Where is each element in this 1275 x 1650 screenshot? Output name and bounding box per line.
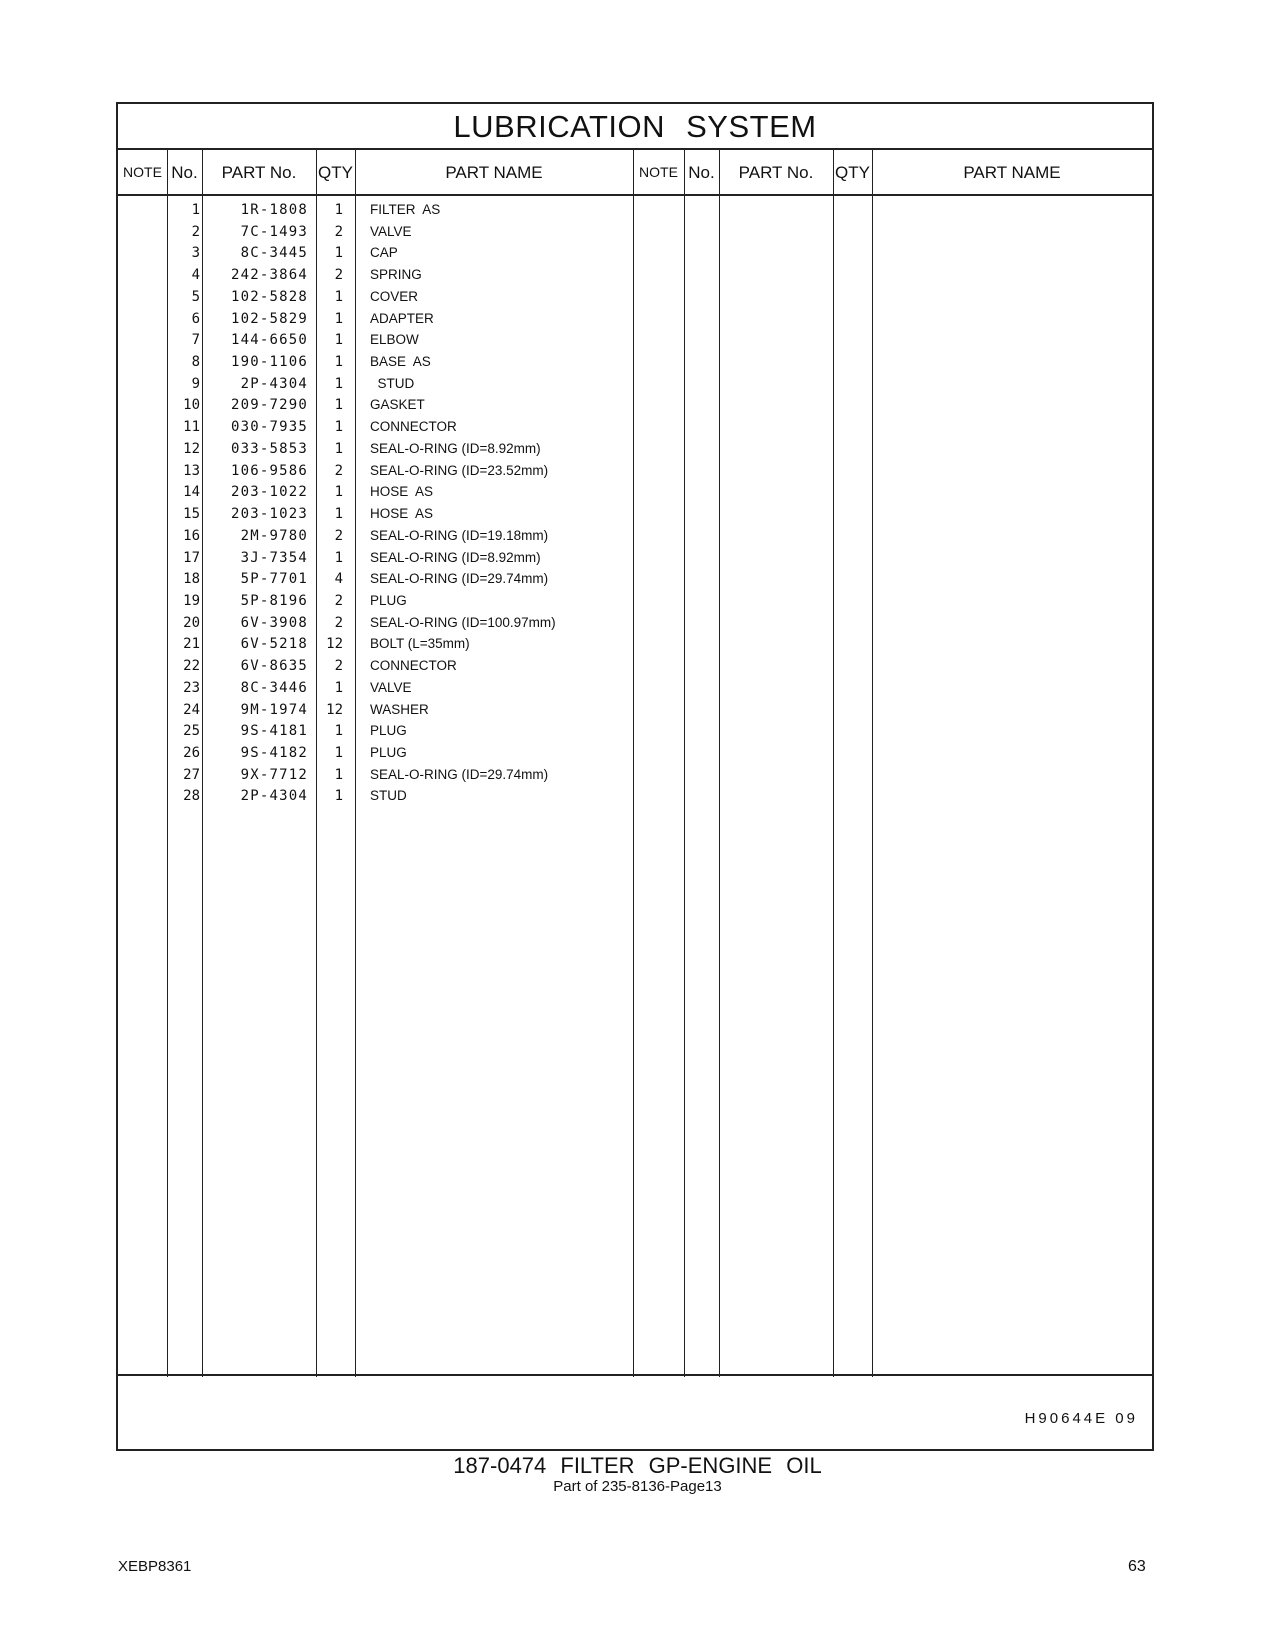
table-row — [118, 550, 633, 572]
row-number: 24 — [183, 701, 200, 718]
row-number: 22 — [183, 658, 200, 675]
part-name: BASE AS — [370, 354, 431, 370]
table-row — [118, 767, 633, 789]
row-number: 7 — [191, 332, 200, 349]
table-row — [118, 506, 633, 528]
part-name: CONNECTOR — [370, 419, 457, 435]
part-number: 106-9586 — [230, 462, 308, 479]
quantity: 2 — [334, 267, 343, 284]
quantity: 1 — [334, 332, 343, 349]
header-qty-right: QTY — [835, 163, 870, 182]
quantity: 1 — [334, 419, 343, 436]
part-name: VALVE — [370, 223, 412, 239]
part-name: HOSE AS — [370, 506, 434, 522]
table-row — [118, 636, 633, 658]
footer-divider — [118, 1374, 1152, 1376]
table-row — [118, 658, 633, 680]
part-number: 1R-1808 — [240, 202, 308, 218]
quantity: 1 — [334, 440, 343, 457]
quantity: 1 — [334, 549, 343, 566]
column-divider — [872, 150, 873, 1377]
table-row — [118, 680, 633, 702]
part-number: 7C-1493 — [240, 223, 308, 240]
part-name: SEAL-O-RING (ID=29.74mm) — [370, 571, 549, 587]
part-name: GASKET — [370, 397, 425, 413]
part-name: STUD — [370, 788, 407, 804]
table-row — [118, 419, 633, 441]
row-number: 16 — [183, 527, 200, 544]
header-part-name: PART NAME — [445, 163, 543, 182]
header-part-name-right: PART NAME — [963, 163, 1061, 182]
part-name: STUD — [370, 375, 415, 391]
part-number: 203-1023 — [230, 506, 308, 523]
row-number: 6 — [191, 310, 200, 327]
header-no: No. — [171, 163, 198, 182]
column-divider — [684, 150, 685, 1377]
table-row — [118, 463, 633, 485]
row-number: 13 — [183, 462, 200, 479]
column-divider — [833, 150, 834, 1377]
quantity: 2 — [334, 614, 343, 631]
quantity: 1 — [334, 766, 343, 783]
part-number: 8C-3445 — [240, 245, 308, 262]
part-name: COVER — [370, 288, 419, 304]
part-name: PLUG — [370, 745, 407, 760]
table-row — [118, 311, 633, 333]
quantity: 1 — [334, 397, 343, 414]
table-row — [118, 441, 633, 463]
part-name: SEAL-O-RING (ID=23.52mm) — [370, 462, 549, 478]
column-divider — [719, 150, 720, 1377]
part-number: 5P-7701 — [240, 571, 308, 588]
part-number: 209-7290 — [230, 397, 308, 414]
part-name: VALVE — [370, 679, 412, 695]
part-number: 9S-4181 — [240, 723, 308, 740]
part-number: 144-6650 — [230, 332, 308, 349]
part-number: 203-1022 — [230, 484, 308, 501]
part-name: HOSE AS — [370, 484, 434, 500]
row-number: 26 — [183, 745, 200, 761]
header-part-no: PART No. — [221, 163, 297, 182]
part-name: BOLT (L=35mm) — [370, 636, 470, 652]
quantity: 1 — [334, 723, 343, 740]
part-name: ELBOW — [370, 332, 419, 348]
part-name: CONNECTOR — [370, 658, 457, 674]
row-number: 20 — [183, 614, 200, 631]
row-number: 5 — [191, 288, 200, 305]
row-number: 19 — [183, 592, 200, 609]
part-number: 2P-4304 — [240, 788, 308, 805]
quantity: 1 — [334, 310, 343, 327]
quantity: 2 — [334, 658, 343, 675]
page-number: 63 — [1128, 1558, 1146, 1575]
part-number: 3J-7354 — [240, 549, 308, 566]
header-no-right: No. — [688, 163, 715, 182]
row-number: 23 — [183, 679, 200, 696]
group-title: 187-0474 FILTER GP-ENGINE OIL — [453, 1453, 822, 1478]
row-number: 15 — [183, 506, 200, 523]
part-number: 2P-4304 — [240, 375, 308, 392]
table-row — [118, 202, 633, 224]
row-number: 27 — [183, 766, 200, 783]
part-number: 9M-1974 — [240, 701, 308, 718]
row-number: 4 — [191, 267, 200, 284]
quantity: 2 — [334, 223, 343, 240]
part-number: 6V-8635 — [240, 658, 308, 675]
quantity: 12 — [326, 636, 343, 653]
part-number: 242-3864 — [230, 267, 308, 284]
part-number: 033-5853 — [230, 440, 308, 457]
row-number: 10 — [183, 397, 200, 414]
table-row — [118, 528, 633, 550]
table-row — [118, 224, 633, 246]
part-number: 9S-4182 — [240, 745, 308, 761]
part-name: ADAPTER — [370, 310, 434, 326]
table-row — [118, 702, 633, 724]
reference-code: H90644E 09 — [1024, 1410, 1138, 1427]
part-name: SEAL-O-RING (ID=19.18mm) — [370, 527, 549, 543]
document-id: XEBP8361 — [118, 1558, 192, 1575]
part-name: CAP — [370, 245, 398, 261]
table-row — [118, 788, 633, 810]
part-name: PLUG — [370, 592, 407, 608]
quantity: 1 — [334, 506, 343, 523]
quantity: 2 — [334, 462, 343, 479]
part-number: 190-1106 — [230, 354, 308, 371]
part-number: 9X-7712 — [240, 766, 308, 783]
table-row — [118, 245, 633, 267]
part-number: 030-7935 — [230, 419, 308, 436]
table-row — [118, 376, 633, 398]
quantity: 1 — [334, 375, 343, 392]
part-name: SEAL-O-RING (ID=29.74mm) — [370, 766, 549, 782]
quantity: 1 — [334, 354, 343, 371]
quantity: 1 — [334, 745, 343, 761]
header-part-no-right: PART No. — [738, 163, 814, 182]
part-name: SEAL-O-RING (ID=8.92mm) — [370, 549, 541, 565]
table-row — [118, 615, 633, 637]
part-number: 102-5829 — [230, 310, 308, 327]
table-row — [118, 354, 633, 376]
header-qty: QTY — [318, 163, 353, 182]
part-number: 102-5828 — [230, 288, 308, 305]
quantity: 4 — [334, 571, 343, 588]
row-number: 1 — [191, 202, 200, 218]
part-number: 5P-8196 — [240, 592, 308, 609]
row-number: 2 — [191, 223, 200, 240]
table-row — [118, 723, 633, 745]
row-number: 11 — [183, 419, 200, 436]
quantity: 1 — [334, 484, 343, 501]
part-number: 8C-3446 — [240, 679, 308, 696]
part-name: SPRING — [370, 267, 422, 283]
part-number: 6V-5218 — [240, 636, 308, 653]
quantity: 1 — [334, 788, 343, 805]
row-number: 3 — [191, 245, 200, 262]
part-number: 2M-9780 — [240, 527, 308, 544]
group-subtitle: Part of 235-8136-Page13 — [553, 1478, 722, 1495]
quantity: 2 — [334, 527, 343, 544]
row-number: 12 — [183, 440, 200, 457]
row-number: 28 — [183, 788, 200, 805]
table-row — [118, 593, 633, 615]
table-row — [118, 484, 633, 506]
quantity: 1 — [334, 202, 343, 218]
table-row — [118, 332, 633, 354]
table-row — [118, 267, 633, 289]
table-row — [118, 745, 633, 767]
table-row — [118, 289, 633, 311]
part-name: SEAL-O-RING (ID=100.97mm) — [370, 614, 556, 630]
quantity: 2 — [334, 592, 343, 609]
header-note: NOTE — [123, 164, 162, 180]
section-title: LUBRICATION SYSTEM — [118, 104, 1152, 150]
quantity: 1 — [334, 245, 343, 262]
row-number: 25 — [183, 723, 200, 740]
table-row — [118, 397, 633, 419]
part-name: WASHER — [370, 701, 429, 717]
row-number: 21 — [183, 636, 200, 653]
row-number: 18 — [183, 571, 200, 588]
row-number: 9 — [191, 375, 200, 392]
table-row — [118, 571, 633, 593]
part-number: 6V-3908 — [240, 614, 308, 631]
part-name: PLUG — [370, 723, 407, 739]
part-name: FILTER AS — [370, 202, 441, 217]
row-number: 14 — [183, 484, 200, 501]
quantity: 12 — [326, 701, 343, 718]
quantity: 1 — [334, 288, 343, 305]
header-note-right: NOTE — [639, 164, 678, 180]
part-name: SEAL-O-RING (ID=8.92mm) — [370, 440, 541, 456]
quantity: 1 — [334, 679, 343, 696]
parts-table-frame — [116, 102, 1154, 1451]
row-number: 8 — [191, 354, 200, 371]
row-number: 17 — [183, 549, 200, 566]
